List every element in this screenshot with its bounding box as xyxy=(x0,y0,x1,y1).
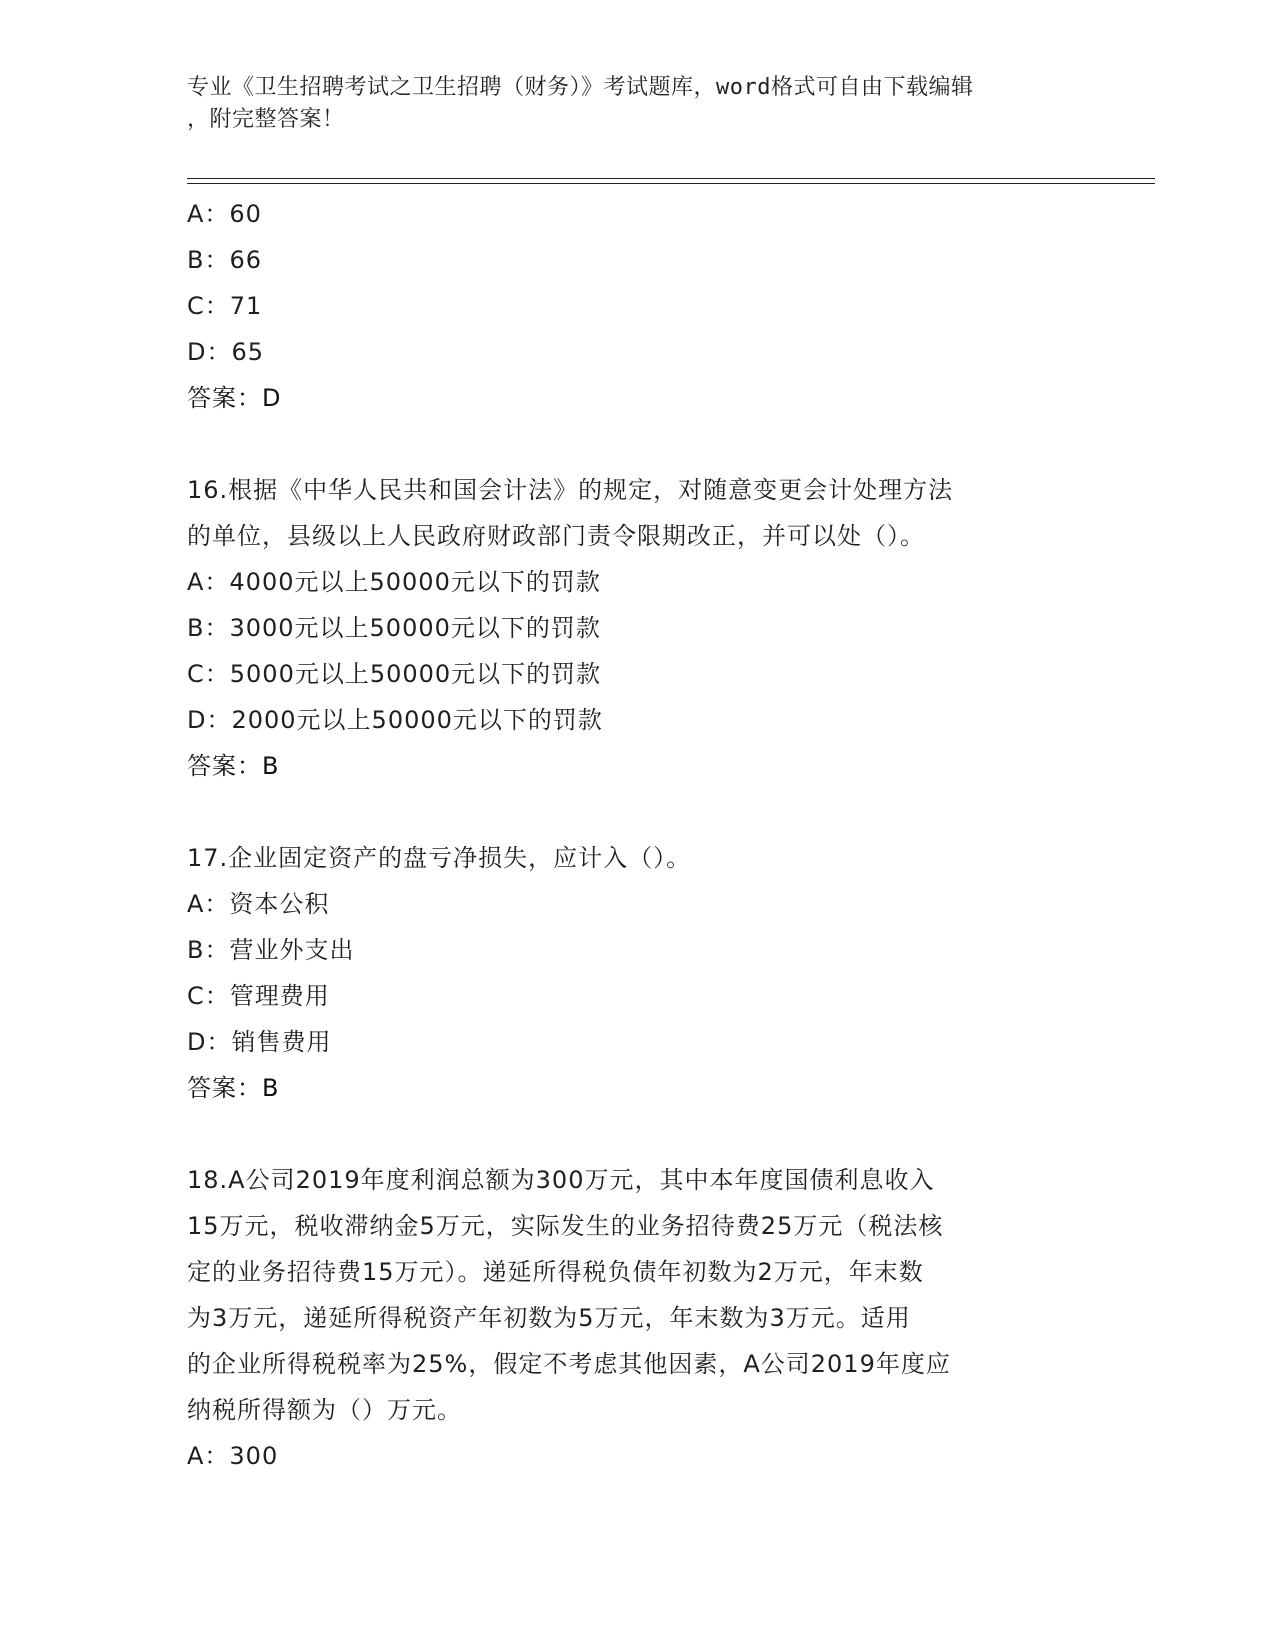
option-b: B：3000元以上50000元以下的罚款 xyxy=(187,614,601,642)
question-stem: 15万元，税收滞纳金5万元，实际发生的业务招待费25万元（税法核 xyxy=(187,1212,944,1240)
question-stem: 16.根据《中华人民共和国会计法》的规定，对随意变更会计处理方法 xyxy=(187,476,954,504)
question-18 xyxy=(187,1157,1087,1479)
option-b: B：66 xyxy=(187,246,263,274)
question-stem: 纳税所得额为（）万元。 xyxy=(187,1396,462,1424)
option-b: B：营业外支出 xyxy=(187,936,355,964)
spacer xyxy=(187,789,1087,835)
header-line-1: 专业《卫生招聘考试之卫生招聘（财务）》考试题库，word格式可自由下载编辑 xyxy=(187,75,974,100)
answer: 答案：D xyxy=(187,384,282,412)
header-line-2: ，附完整答案！ xyxy=(187,107,345,132)
option-a: A：4000元以上50000元以下的罚款 xyxy=(187,568,601,596)
spacer xyxy=(187,421,1087,467)
question-stem: 为3万元，递延所得税资产年初数为5万元，年末数为3万元。适用 xyxy=(187,1304,911,1332)
option-d: D：2000元以上50000元以下的罚款 xyxy=(187,706,603,734)
question-16 xyxy=(187,467,1087,789)
question-stem: 17.企业固定资产的盘亏净损失，应计入（）。 xyxy=(187,844,692,872)
option-a: A：60 xyxy=(187,200,262,228)
answer: 答案：B xyxy=(187,752,280,780)
option-a: A：资本公积 xyxy=(187,890,330,918)
option-c: C：管理费用 xyxy=(187,982,330,1010)
answer: 答案：B xyxy=(187,1074,280,1102)
option-c: C：5000元以上50000元以下的罚款 xyxy=(187,660,602,688)
question-stem: 的企业所得税税率为25%，假定不考虑其他因素，A公司2019年度应 xyxy=(187,1350,951,1378)
option-d: D：销售费用 xyxy=(187,1028,332,1056)
option-d: D：65 xyxy=(187,338,265,366)
spacer xyxy=(187,1111,1087,1157)
question-stem: 18.A公司2019年度利润总额为300万元，其中本年度国债利息收入 xyxy=(187,1166,935,1194)
question-15-tail xyxy=(187,191,1087,421)
question-17 xyxy=(187,835,1087,1111)
header-rule-top xyxy=(187,178,1155,179)
question-stem: 的单位，县级以上人民政府财政部门责令限期改正，并可以处（）。 xyxy=(187,522,925,550)
question-content xyxy=(187,191,1087,1479)
header-rule-bottom xyxy=(187,183,1155,184)
option-a: A：300 xyxy=(187,1442,279,1470)
document-header xyxy=(187,72,1087,136)
option-c: C：71 xyxy=(187,292,263,320)
question-stem: 定的业务招待费15万元）。递延所得税负债年初数为2万元，年末数 xyxy=(187,1258,924,1286)
